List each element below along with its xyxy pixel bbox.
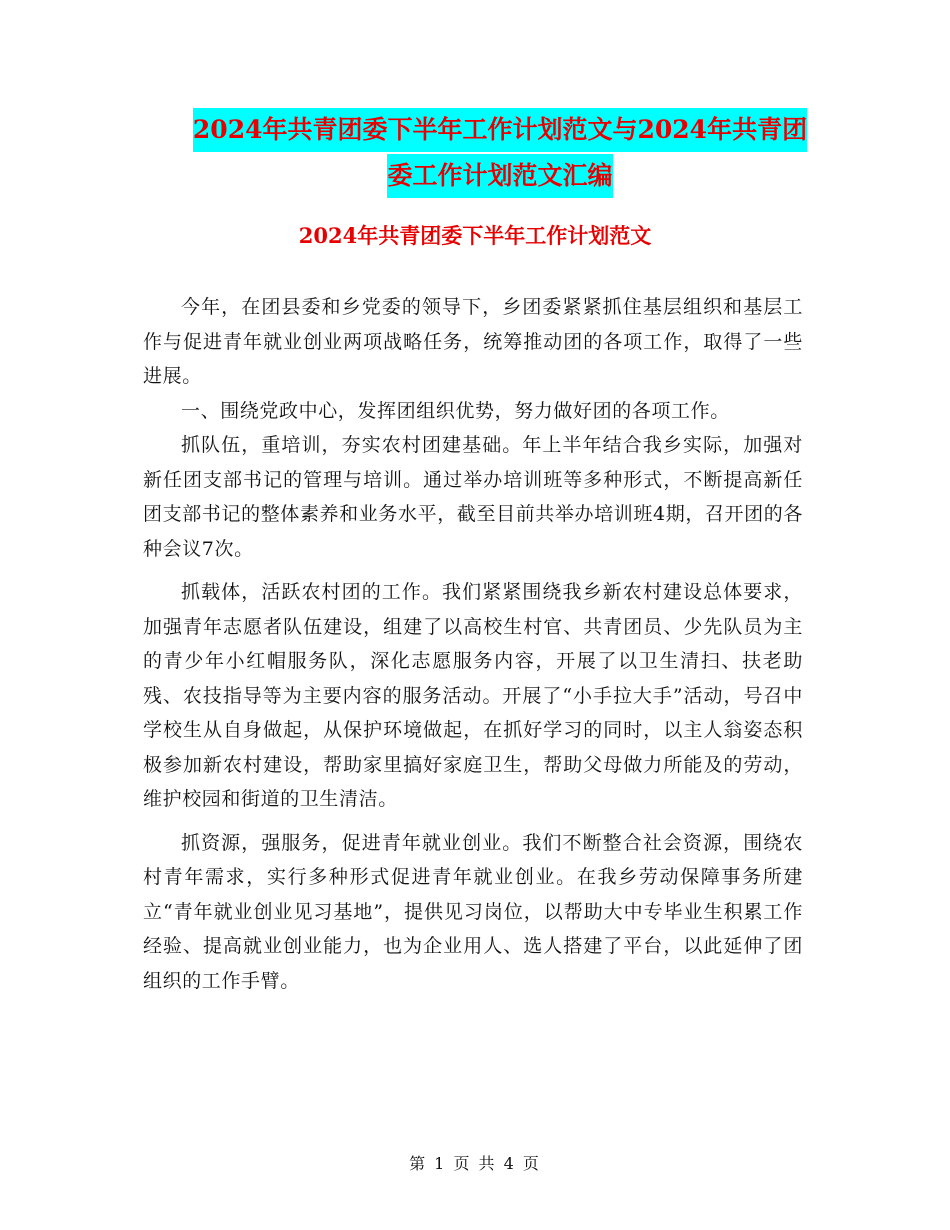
title-row-2 [140, 154, 860, 200]
paragraph-3: 抓队伍，重培训，夯实农村团建基础。年上半年结合我乡实际，加强对新任团支部书记的管理与培训。通过举办培训班等多种形式，不断提高新任团支部书记的整体素养和业务水平，截至目前共举办培训班4期，召开团的各种会议7次。 [143, 434, 803, 560]
page-footer: 第 1 页 共 4 页 [409, 1154, 541, 1173]
title-row-1 [140, 108, 860, 154]
paragraph-5: 抓资源，强服务，促进青年就业创业。我们不断整合社会资源，围绕农村青年需求，实行多种形式促进青年就业创业。在我乡劳动保障事务所建立“青年就业创业见习基地”，提供见习岗位，以帮助大中专毕业生积累工作经验、提高就业创业能力，也为企业用人、选人搭建了平台，以此延伸了团组织的工作手臂。 [143, 831, 803, 992]
title-line-1: 2024年共青团委下半年工作计划范文与2024年共青团 [193, 108, 807, 152]
title-line-2: 委工作计划范文汇编 [387, 154, 612, 198]
document-title [140, 108, 860, 200]
section-subtitle: 2024年共青团委下半年工作计划范文 [298, 223, 652, 248]
paragraph-1: 今年，在团县委和乡党委的领导下，乡团委紧紧抓住基层组织和基层工作与促进青年就业创业两项战略任务，统筹推动团的各项工作，取得了一些进展。 [143, 296, 803, 387]
paragraph-2: 一、围绕党政中心，发挥团组织优势，努力做好团的各项工作。 [181, 399, 730, 422]
body-text [143, 290, 803, 998]
paragraph-4: 抓载体，活跃农村团的工作。我们紧紧围绕我乡新农村建设总体要求，加强青年志愿者队伍建设，组建了以高校生村官、共青团员、少先队员为主的青少年小红帽服务队，深化志愿服务内容，开展了以卫生清扫、扶老助残、农技指导等为主要内容的服务活动。开展了“小手拉大手”活动，号召中学校生从自身做起，从保护环境做起，在抓好学习的同时，以主人翁姿态积极参加新农村建设，帮助家里搞好家庭卫生，帮助父母做力所能及的劳动，维护校园和街道的卫生清洁。 [143, 581, 803, 810]
